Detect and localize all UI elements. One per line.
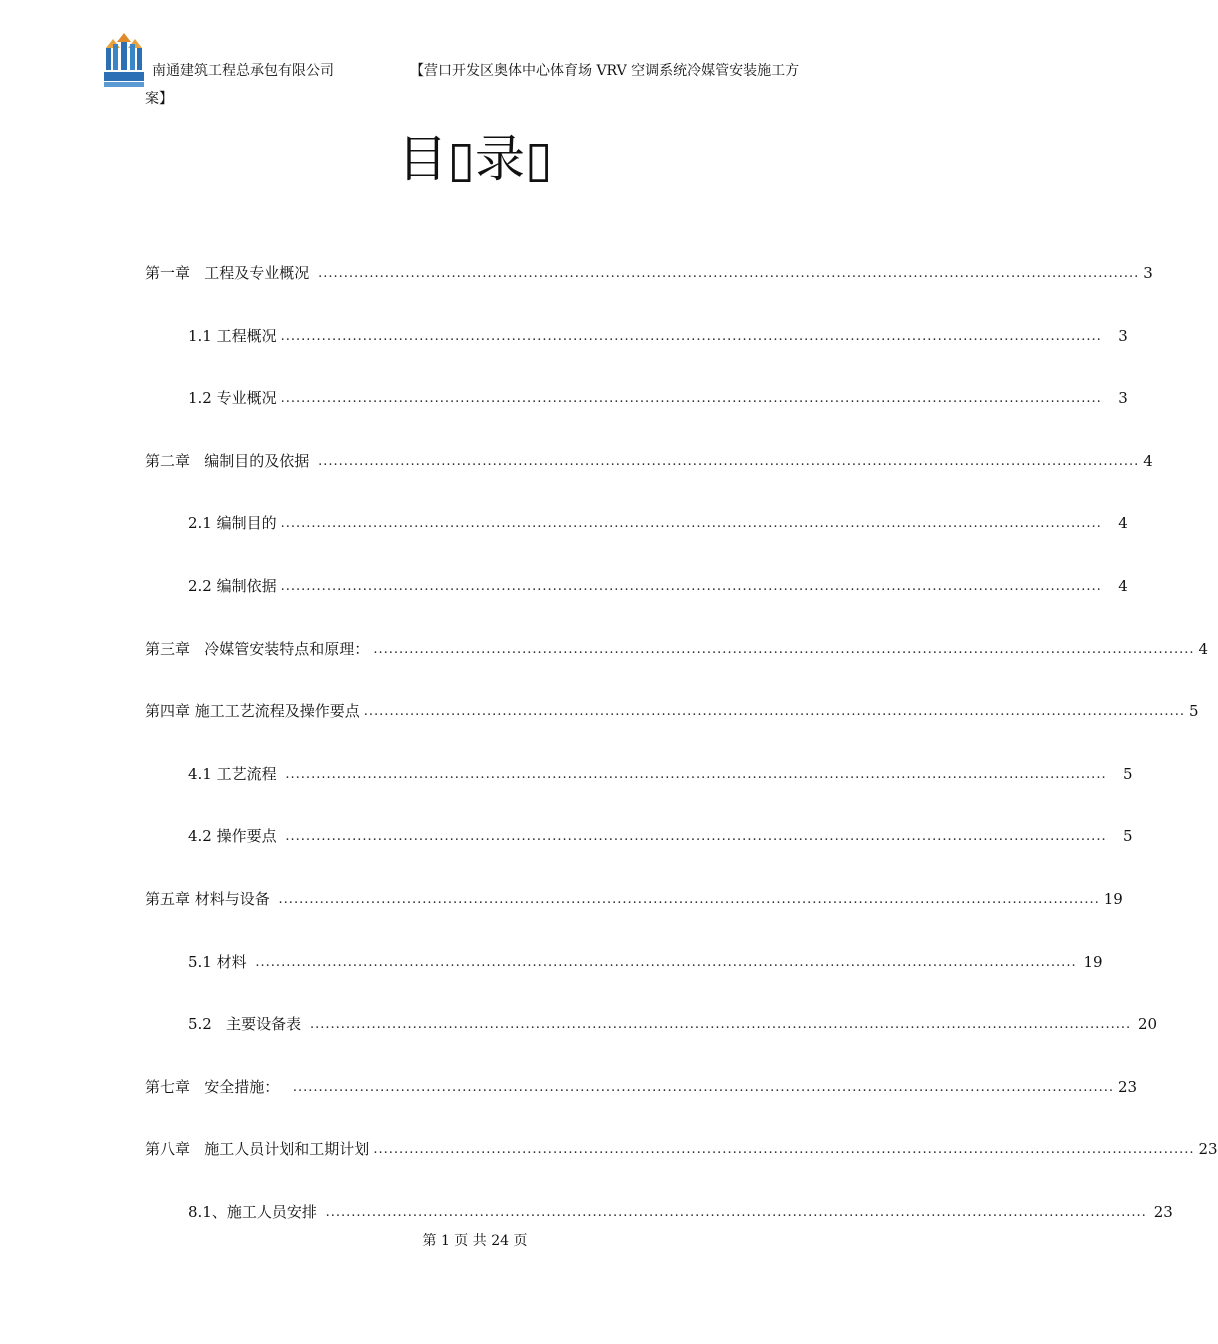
toc-entry-page: 19 — [1103, 890, 1123, 908]
zhongnan-group-logo-icon — [101, 30, 147, 90]
toc-entry[interactable] — [145, 1137, 1218, 1159]
toc-entry-page: 3 — [1118, 327, 1128, 345]
toc-entry-label: 第二章 编制目的及依据 — [145, 452, 315, 470]
toc-entry[interactable] — [145, 449, 1153, 471]
header-company: 南通建筑工程总承包有限公司 — [152, 63, 334, 79]
company-logo — [101, 30, 147, 90]
page-footer: 第 1 页 共 24 页 — [422, 1233, 528, 1249]
toc-dot-leader: ................................................................................................................................................................ — [285, 767, 1107, 782]
toc-entry[interactable] — [145, 887, 1123, 909]
toc-entry-page: 23 — [1153, 1203, 1173, 1221]
toc-dot-leader: ................................................................................................................................................................ — [285, 829, 1107, 844]
toc-entry-label: 1.1 工程概况 — [188, 327, 277, 345]
toc-dot-leader: ................................................................................................................................................................ — [255, 955, 1077, 970]
toc-dot-leader: ................................................................................................................................................................ — [363, 704, 1185, 719]
toc-entry-page: 5 — [1123, 765, 1133, 783]
toc-entry[interactable] — [188, 511, 1128, 533]
toc-entry[interactable] — [188, 824, 1133, 846]
toc-entry-label: 第八章 施工人员计划和工期计划 — [145, 1140, 370, 1158]
toc-entry-page: 4 — [1118, 514, 1128, 532]
toc-dot-leader: ................................................................................................................................................................ — [278, 892, 1100, 907]
toc-entry-label: 2.2 编制依据 — [188, 577, 277, 595]
toc-entry-page: 19 — [1083, 953, 1103, 971]
toc-entry-label: 第四章 施工工艺流程及操作要点 — [145, 702, 360, 720]
toc-entry-page: 3 — [1143, 264, 1153, 282]
toc-entry-label: 1.2 专业概况 — [188, 389, 277, 407]
toc-entry[interactable] — [188, 950, 1103, 972]
toc-dot-leader: ................................................................................................................................................................ — [373, 1142, 1195, 1157]
toc-entry-page: 3 — [1118, 389, 1128, 407]
toc-entry[interactable] — [188, 762, 1133, 784]
toc-entry-label: 5.2 主要设备表 — [188, 1015, 306, 1033]
toc-entry[interactable] — [188, 1200, 1173, 1222]
toc-entry-label: 8.1、施工人员安排 — [188, 1203, 322, 1221]
toc-entry-page: 23 — [1118, 1078, 1138, 1096]
toc-entry[interactable] — [145, 261, 1153, 283]
page-title: 目▯录▯ — [397, 130, 553, 188]
toc-entry-page: 23 — [1198, 1140, 1218, 1158]
toc-dot-leader: ................................................................................................................................................................ — [292, 1080, 1115, 1095]
toc-dot-leader: ................................................................................................................................................................ — [280, 391, 1102, 406]
toc-entry[interactable] — [145, 699, 1199, 721]
header-doc-title-cont: 案】 — [145, 91, 173, 107]
toc-entry[interactable] — [188, 386, 1128, 408]
toc-dot-leader: ................................................................................................................................................................ — [280, 579, 1102, 594]
toc-entry-label: 2.1 编制目的 — [188, 514, 277, 532]
toc-entry-page: 5 — [1123, 827, 1133, 845]
toc-dot-leader: ................................................................................................................................................................ — [280, 516, 1102, 531]
toc-entry-page: 5 — [1188, 702, 1199, 720]
toc-entry-label: 第五章 材料与设备 — [145, 890, 275, 908]
toc-entry[interactable] — [145, 1075, 1138, 1097]
toc-entry-label: 第七章 安全措施： — [145, 1078, 289, 1096]
toc-dot-leader: ................................................................................................................................................................ — [325, 1205, 1147, 1220]
toc-entry-page: 4 — [1198, 640, 1209, 658]
toc-dot-leader: ................................................................................................................................................................ — [309, 1017, 1132, 1032]
toc-entry-label: 5.1 材料 — [188, 953, 252, 971]
toc-entry-label: 第三章 冷媒管安装特点和原理： — [145, 640, 370, 658]
toc-entry-label: 4.1 工艺流程 — [188, 765, 282, 783]
toc-entry-label: 第一章 工程及专业概况 — [145, 264, 315, 282]
toc-entry[interactable] — [188, 1012, 1158, 1034]
toc-dot-leader: ................................................................................................................................................................ — [373, 642, 1195, 657]
toc-entry-page: 4 — [1118, 577, 1128, 595]
toc-dot-leader: ................................................................................................................................................................ — [280, 329, 1102, 344]
toc-entry-page: 20 — [1138, 1015, 1158, 1033]
toc-entry[interactable] — [188, 574, 1128, 596]
header-doc-title: 【营口开发区奥体中心体育场 VRV 空调系统冷媒管安装施工方 — [410, 63, 800, 79]
toc-entry[interactable] — [188, 324, 1128, 346]
toc-entry-label: 4.2 操作要点 — [188, 827, 282, 845]
toc-entry[interactable] — [145, 637, 1209, 659]
toc-dot-leader: ................................................................................................................................................................ — [318, 454, 1140, 469]
toc-entry-page: 4 — [1143, 452, 1153, 470]
toc-dot-leader: ................................................................................................................................................................ — [318, 266, 1140, 281]
